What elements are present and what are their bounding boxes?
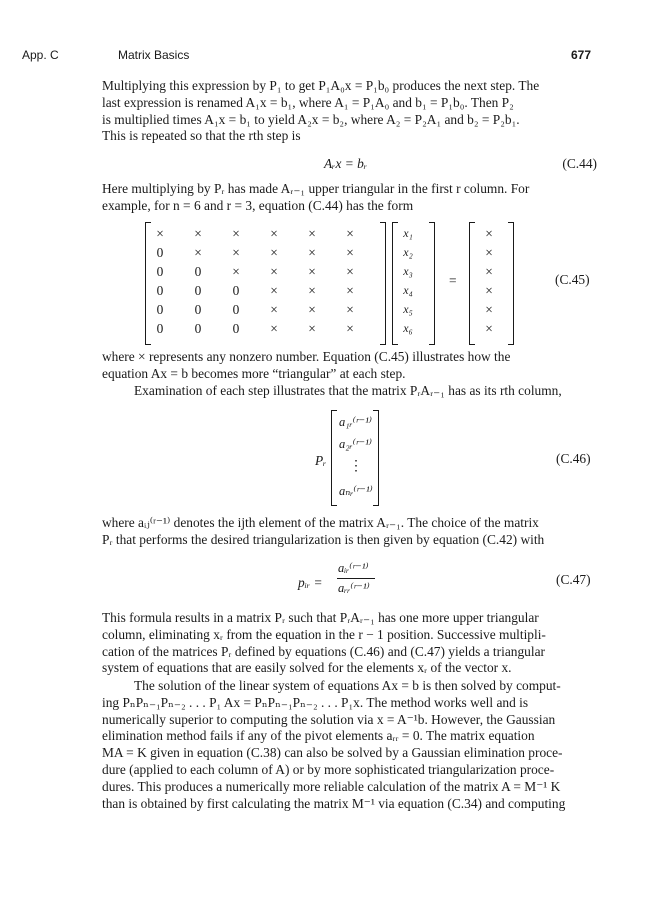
b-vector-entry: ×	[485, 283, 493, 298]
matrix-cell: 0	[156, 264, 164, 279]
text-line: Here multiplying by Pᵣ has made Aᵣ₋₁ upper triangular in the first r column. For	[102, 181, 530, 196]
matrix-cell: ×	[270, 226, 278, 241]
x-vector-entry: x₅	[403, 302, 413, 316]
matrix-cell: ×	[346, 264, 354, 279]
text-line: where aᵢⱼ⁽ʳ⁻¹⁾ denotes the ijth element of the matrix Aᵣ₋₁. The choice of the matrix	[102, 515, 539, 530]
matrix-cell: ×	[346, 302, 354, 317]
paragraph-6	[102, 610, 597, 677]
p-r-symbol: Pᵣ	[315, 453, 327, 468]
section-title: Matrix Basics	[118, 48, 190, 62]
column-right-bracket	[373, 410, 379, 506]
fraction-lhs: pᵢᵣ =	[298, 575, 323, 590]
text-line: This formula results in a matrix Pᵣ such that PᵣAᵣ₋₁ has one more upper triangular	[102, 610, 539, 625]
text-line: Multiplying this expression by P₁ to get P₁A₀x = P₁b₀ produces the next step. The	[102, 78, 540, 93]
matrix-cell: 0	[194, 283, 202, 298]
b-vector-entry: ×	[485, 321, 493, 336]
matrix-cell: ×	[270, 283, 278, 298]
b-vector-entry: ×	[485, 264, 493, 279]
text-line: system of equations that are easily solved for the elements xᵣ of the vector x.	[102, 660, 512, 676]
fraction-numerator: aᵢᵣ⁽ʳ⁻¹⁾	[338, 561, 369, 575]
matrix-cell: 0	[194, 264, 202, 279]
matrix-cell: 0	[194, 302, 202, 317]
matrix-cell: ×	[308, 264, 316, 279]
vertical-dots: ⋮	[349, 459, 363, 474]
fraction-bar	[337, 578, 375, 579]
text-line: than is obtained by first calculating the matrix M⁻¹ via equation (C.34) and computing	[102, 795, 566, 811]
paragraph-5	[102, 515, 597, 549]
column-entry-1: a₁ᵣ⁽ʳ⁻¹⁾	[339, 415, 372, 429]
matrix-cell: ×	[156, 226, 164, 241]
paragraph-3	[102, 349, 597, 383]
x-vector-entry: x₆	[403, 321, 413, 335]
text-line: The solution of the linear system of equations Ax = b is then solved by comput-	[134, 678, 561, 693]
text-line: column, eliminating xᵣ from the equation in the r − 1 position. Successive multipli-	[102, 626, 546, 642]
page-number: 677	[571, 48, 592, 62]
equation-label: (C.46)	[556, 451, 591, 466]
matrix-cell: ×	[346, 321, 354, 336]
text-line: elimination method fails if any of the pivot elements aᵣᵣ = 0. The matrix equation	[102, 728, 535, 744]
text-line: ing PₙPₙ₋₁Pₙ₋₂ . . . P₁ Ax = PₙPₙ₋₁Pₙ₋₂ . . . P₁x. The method works well and is	[102, 694, 529, 710]
text-line: Examination of each step illustrates that the matrix PᵣAᵣ₋₁ has as its rth column,	[134, 383, 562, 398]
matrix-cell: ×	[270, 321, 278, 336]
matrix-cell: ×	[232, 226, 240, 241]
equation-expression: Aᵣx = bᵣ	[324, 156, 368, 171]
text-line: is multiplied times A₁x = b₁ to yield A₂x = b₂, where A₂ = P₂A₁ and b₂ = P₂b₁.	[102, 111, 520, 127]
appendix-label: App. C	[22, 48, 59, 62]
matrix-cell: ×	[308, 283, 316, 298]
matrix-cell: ×	[346, 283, 354, 298]
matrix-cell: ×	[270, 245, 278, 260]
paragraph-2	[102, 181, 597, 215]
b-vector-entry: ×	[485, 245, 493, 260]
matrix-cell: 0	[232, 321, 240, 336]
matrix-cell: 0	[156, 302, 164, 317]
equation-c44	[102, 156, 597, 174]
matrix-cell: 0	[232, 302, 240, 317]
x-vector-entry: x₃	[403, 264, 413, 278]
column-entry-n: aₙᵣ⁽ʳ⁻¹⁾	[339, 484, 373, 498]
text-line: where × represents any nonzero number. Equation (C.45) illustrates how the	[102, 349, 511, 364]
paragraph-7	[102, 678, 597, 812]
equation-label: (C.44)	[562, 156, 597, 171]
equation-label: (C.47)	[556, 572, 591, 587]
text-line: dures. This produces a numerically more reliable calculation of the matrix A = M⁻¹ K	[102, 778, 561, 794]
paragraph-1	[102, 78, 597, 145]
matrix-cell: 0	[232, 283, 240, 298]
b-vector-entry: ×	[485, 302, 493, 317]
b-vector-left-bracket	[469, 222, 475, 345]
matrix-cell: ×	[308, 226, 316, 241]
matrix-cell: 0	[156, 283, 164, 298]
x-vector-entry: x₄	[403, 283, 413, 297]
matrix-cell: ×	[194, 245, 202, 260]
matrix-cell: 0	[156, 321, 164, 336]
matrix-cell: ×	[194, 226, 202, 241]
text-line: MA = K given in equation (C.38) can also be solved by a Gaussian elimination proce-	[102, 745, 563, 761]
matrix-cell: ×	[346, 245, 354, 260]
equation-label: (C.45)	[555, 272, 590, 287]
matrix-cell: 0	[156, 245, 164, 260]
text-line: example, for n = 6 and r = 3, equation (C.44) has the form	[102, 197, 414, 213]
fraction-denominator: aᵣᵣ⁽ʳ⁻¹⁾	[338, 581, 370, 595]
text-line: This is repeated so that the rth step is	[102, 128, 301, 144]
x-vector-entry: x₁	[403, 226, 413, 240]
matrix-cell: ×	[346, 226, 354, 241]
text-line: numerically superior to computing the solution via x = A⁻¹b. However, the Gaussian	[102, 711, 556, 727]
x-vector-entry: x₂	[403, 245, 413, 259]
text-line: cation of the matrices Pᵣ defined by equations (C.46) and (C.47) yields a triangular	[102, 643, 545, 659]
paragraph-4	[134, 383, 597, 400]
matrix-cell: ×	[232, 264, 240, 279]
matrix-right-bracket	[380, 222, 386, 345]
text-line: dure (applied to each column of A) or by more sophisticated triangularization proce-	[102, 761, 555, 777]
text-line: Pᵣ that performs the desired triangularization is then given by equation (C.42) with	[102, 531, 545, 547]
matrix-cell: ×	[308, 321, 316, 336]
matrix-cell: 0	[194, 321, 202, 336]
text-line: last expression is renamed A₁x = b₁, where A₁ = P₁A₀ and b₁ = P₁b₀. Then P₂	[102, 94, 514, 110]
column-entry-2: a₂ᵣ⁽ʳ⁻¹⁾	[339, 437, 372, 451]
x-vector-right-bracket	[429, 222, 435, 345]
b-vector-right-bracket	[508, 222, 514, 345]
column-left-bracket	[331, 410, 337, 506]
matrix-cell: ×	[270, 264, 278, 279]
text-line: equation Ax = b becomes more “triangular” at each step.	[102, 365, 406, 381]
matrix-cell: ×	[232, 245, 240, 260]
matrix-cell: ×	[308, 245, 316, 260]
equals-sign: =	[449, 273, 457, 288]
matrix-cell: ×	[308, 302, 316, 317]
b-vector-entry: ×	[485, 226, 493, 241]
matrix-cell: ×	[270, 302, 278, 317]
